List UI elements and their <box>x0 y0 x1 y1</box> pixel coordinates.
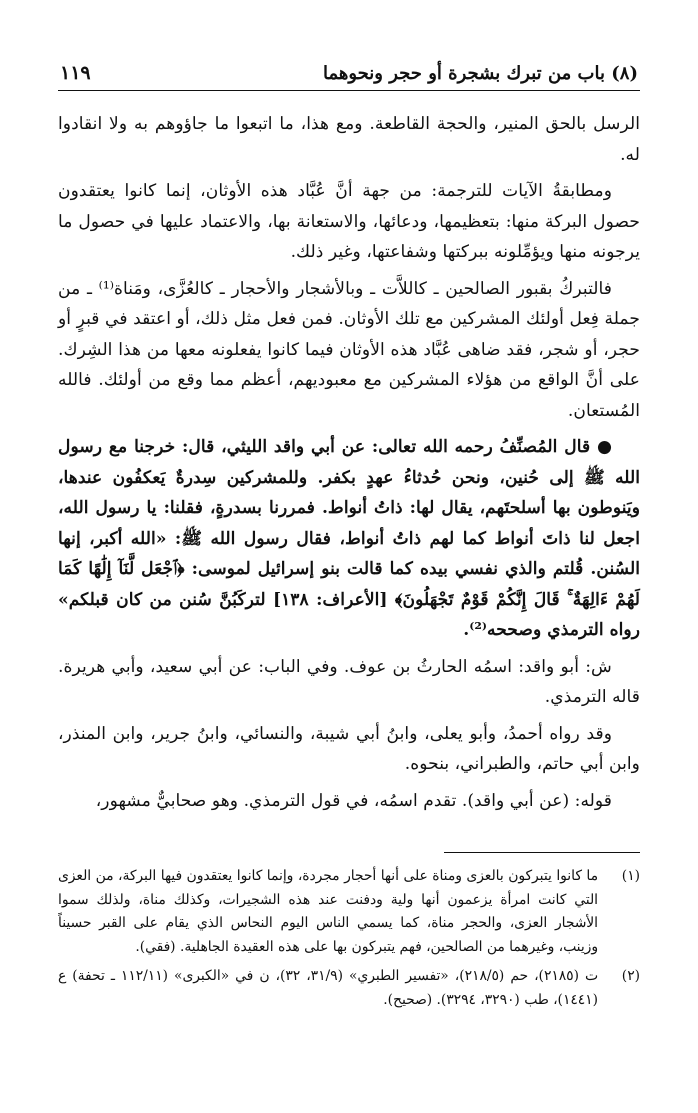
footnote-text: ت (٢١٨٥)، حم (٢١٨/٥)، «تفسير الطبري» (٣١/٩، ٣٢)، ن في «الكبرى» (١١٢/١١ ـ تحفة) ع (١٤٤١)، طب (٣٢٩٠، ٣٢٩٤). (صحيح). <box>58 968 599 1008</box>
footnote <box>58 865 640 959</box>
main-text <box>58 109 640 816</box>
paragraph: وقد رواه أحمدُ، وأبو يعلى، وابنُ أبي شيبة، والنسائي، وابنُ جرير، وابن المنذر، وابن أبي حاتم، والطبراني، بنحوه. <box>58 723 640 774</box>
paragraph: ش: أبو واقد: اسمُه الحارثُ بن عوف. وفي الباب: عن أبي سعيد، وأبي هريرة. قاله الترمذي. <box>58 656 640 707</box>
footnote-mark: (٢) <box>621 968 640 984</box>
paragraph: فالتبركُ بقبور الصالحين ـ كاللاَّت ـ وبالأشجار والأحجار ـ كالعُزَّى، ومَناة⁽¹⁾ ـ من جملة فِعل أولئك المشركين مع تلك الأوثان. فمن فعل مثل ذلك، أو اعتقد في قبرٍ أو حجر، أو شجر، فقد ضاهى عُبَّاد هذه الأوثان فيما كانوا يفعلونه معها من هذا الشِرك. على أنَّ الواقع من هؤلاء المشركين مع معبوديهم، أعظم مما وقع من أولئك. فالله المُستعان. <box>58 278 640 421</box>
chapter-title: (٨) باب من تبرك بشجرة أو حجر ونحوهما <box>322 63 638 84</box>
paragraph: قوله: (عن أبي واقد). تقدم اسمُه، في قول الترمذي. وهو صحابيٌّ مشهور، <box>95 790 612 811</box>
paragraph: الرسل بالحق المنير، والحجة القاطعة. ومع هذا، ما اتبعوا ما جاؤوهم به ولا انقادوا له. <box>58 114 640 165</box>
hadith-paragraph: ● قال المُصنِّفُ رحمه الله تعالى: عن أبي واقد الليثي، قال: خرجنا مع رسول الله ﷺ إلى حُنين، ونحن حُدثاءُ عهدٍ بكفر. وللمشركين سِدرةٌ يَعكفُون عندها، ويَنوطون بها أسلحتَهم، يقال لها: ذاتُ أنواط. فمررنا بسدرةٍ، فقلنا: يا رسول الله، اجعل لنا ذاتَ أنواط كما لهم ذاتُ أنواط، فقال رسول الله ﷺ: «الله أكبر، إنها السُنن. قُلتم والذي نفسي بيده كما قالت بنو إسرائيل لموسى: ﴿ٱجْعَل لَّنَآ إِلَٰهًا كَمَا لَهُمْ ءَالِهَةٌ ۚ قَالَ إِنَّكُمْ قَوْمٌ تَجْهَلُونَ﴾ [الأعراف: ١٣٨] لتركَبُنَّ سُنن من كان قبلكم» رواه الترمذي وصححه⁽²⁾. <box>58 437 640 640</box>
footnote-separator <box>444 852 640 853</box>
footnote-text: ما كانوا يتبركون بالعزى ومناة على أنها أحجار مجردة، وإنما كانوا يعتقدون فيها البركة، من العزى التي كانت امرأة يزعمون أنها ولية ودفنت عند هذه الشجيرات، وكذلك مناة، ولذلك سموا الأشجار العزى، والحجر مناة، كما يسمي الناس اليوم النحاس الذي يقام على القبر حسيناً وزينب، وغيرهما من الصالحين، فهم يتبركون بها على هذه العقيدة الجاهلية. (فقي). <box>58 868 598 955</box>
footnotes <box>58 865 640 1012</box>
footnote-mark: (١) <box>621 868 640 884</box>
page-number: ١١٩ <box>60 62 91 84</box>
footnote <box>58 965 640 1012</box>
paragraph: ومطابقةُ الآيات للترجمة: من جهة أنَّ عُبَّاد هذه الأوثان، إنما كانوا يعتقدون حصول البركة منها: بتعظيمها، ودعائها، والاستعانة بها، والاعتماد عليها في حصول ما يرجونه منها ويؤمِّلونه ببركتها وشفاعتها، وغير ذلك. <box>58 181 640 262</box>
running-header <box>58 62 640 91</box>
